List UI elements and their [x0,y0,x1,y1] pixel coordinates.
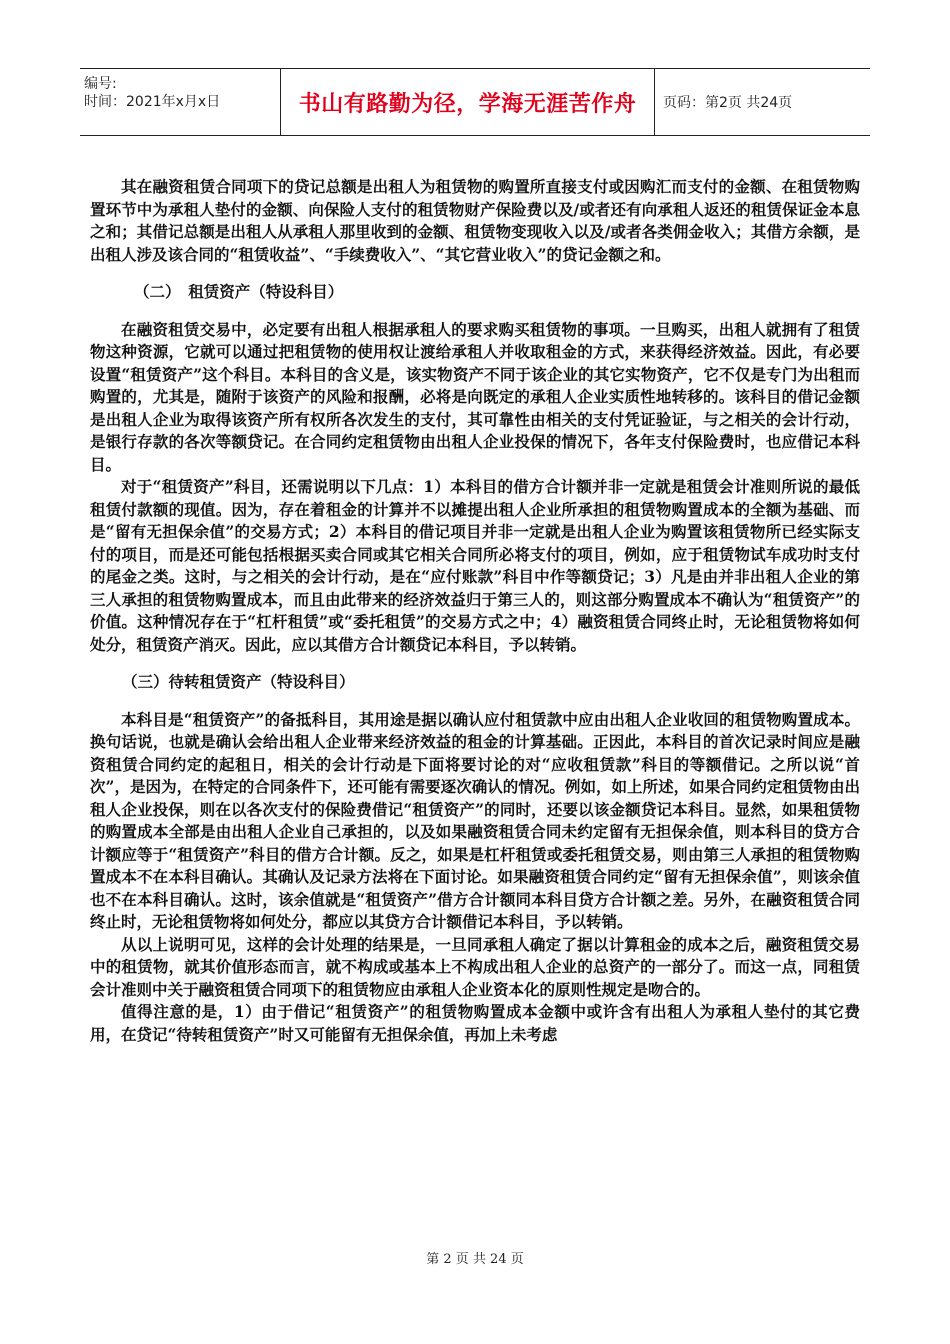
header-time-label: 时间：2021年x月x日 [84,94,221,110]
page-header [80,68,870,136]
paragraph-1: 其在融资租赁合同项下的贷记总额是出租人为租赁物的购置所直接支付或因购汇而支付的金额、在租赁物购置环节中为承租人垫付的金额、向保险人支付的租赁物财产保险费以及/或者还有向承租人返还的租赁保证金本息之和；其借记总额是出租人从承租人那里收到的金额、租赁物变现收入以及/或者各类佣金收入；其借方余额，是出租人涉及该合同的“租赁收益”、“手续费收入”、“其它营业收入”的贷记金额之和。 [90,177,860,264]
paragraph-5: 从以上说明可见，这样的会计处理的结果是，一旦同承租人确定了据以计算租金的成本之后，融资租赁交易中的租赁物，就其价值形态而言，就不构成或基本上不构成出租人企业的总资产的一部分了。而这一点，同租赁会计准则中关于融资租赁合同项下的租赁物应由承租人企业资本化的原则性规定是吻合的。 [90,934,860,999]
header-meta [80,69,280,135]
paragraph-2: 在融资租赁交易中，必定要有出租人根据承租人的要求购买租赁物的事项。一旦购买，出租人就拥有了租赁物这种资源，它就可以通过把租赁物的使用权让渡给承租人并收取租金的方式，来获得经济效益。因此，有必要设置“租赁资产”这个科目。本科目的含义是，该实物资产不同于该企业的其它实物资产，它不仅是专门为出租而购置的，尤其是，随附于该资产的风险和报酬，必将是向既定的承租人企业实质性地转移的。该科目的借记金额是出租人企业为取得该资产所有权所各次发生的支付，其可靠性由相关的支付凭证验证，与之相关的会计行动，是银行存款的各次等额贷记。在合同约定租赁物由出租人企业投保的情况下，各年支付保险费时，也应借记本科目。 [90,319,860,474]
section-heading-3: （三）待转租赁资产（特设科目） [122,672,355,691]
header-number-label: 编号: [84,76,117,92]
document-body [90,176,860,1046]
paragraph-3: 对于“租赁资产”科目，还需说明以下几点：1）本科目的借方合计额并非一定就是租赁会计准则所说的最低租赁付款额的现值。因为，存在着租金的计算并不以摊提出租人企业所承担的租赁物购置成本的全额为基础、而是“留有无担保余值”的交易方式；2）本科目的借记项目并非一定就是出租人企业为购置该租赁物所已经实际支付的项目，而是还可能包括根据买卖合同或其它相关合同所必将支付的项目，例如，应于租赁物试车成功时支付的尾金之类。这时，与之相关的会计行动，是在“应付账款”科目中作等额贷记；3）凡是由并非出租人企业的第三人承担的租赁物购置成本，而且由此带来的经济效益归于第三人的，则这部分购置成本不确认为“租赁资产”的价值。这种情况存在于“杠杆租赁”或“委托租赁”的交易方式之中；4）融资租赁合同终止时，无论租赁物将如何处分，租赁资产消灭。因此，应以其借方合计额贷记本科目，予以转销。 [90,477,860,654]
header-page-info: 页码：第2页 共24页 [663,95,793,111]
section-heading-2: （二） 租赁资产（特设科目） [134,282,344,301]
page-footer: 第 2 页 共 24 页 [426,1252,524,1267]
paragraph-6: 值得注意的是，1）由于借记“租赁资产”的租赁物购置成本金额中或许含有出租人为承租人垫付的其它费用，在贷记“待转租赁资产”时又可能留有无担保余值，再加上未考虑 [90,1002,860,1044]
header-motto: 书山有路勤为径，学海无涯苦作舟 [280,69,655,135]
paragraph-4: 本科目是“租赁资产”的备抵科目，其用途是据以确认应付租赁款中应由出租人企业收回的租赁物购置成本。换句话说，也就是确认会给出租人企业带来经济效益的租金的计算基础。正因此，本科目的首次记录时间应是融资租赁合同约定的起租日，相关的会计行动是下面将要讨论的对“应收租赁款”科目的等额借记。之所以说“首次”，是因为，在特定的合同条件下，还可能有需要逐次确认的情况。例如，如上所述，如果合同约定租赁物由出租人企业投保，则在以各次支付的保险费借记“租赁资产”的同时，还要以该金额贷记本科目。显然，如果租赁物的购置成本全部是由出租人企业自己承担的，以及如果融资租赁合同未约定留有无担保余值，则本科目的贷方合计额应等于“租赁资产”科目的借方合计额。反之，如果是杠杆租赁或委托租赁交易，则由第三人承担的租赁物购置成本不在本科目确认。其确认及记录方法将在下面讨论。如果融资租赁合同约定“留有无担保余值”，则该余值也不在本科目确认。这时，该余值就是“租赁资产”借方合计额同本科目贷方合计额之差。另外，在融资租赁合同终止时，无论租赁物将如何处分，都应以其贷方合计额借记本科目，予以转销。 [90,709,860,931]
